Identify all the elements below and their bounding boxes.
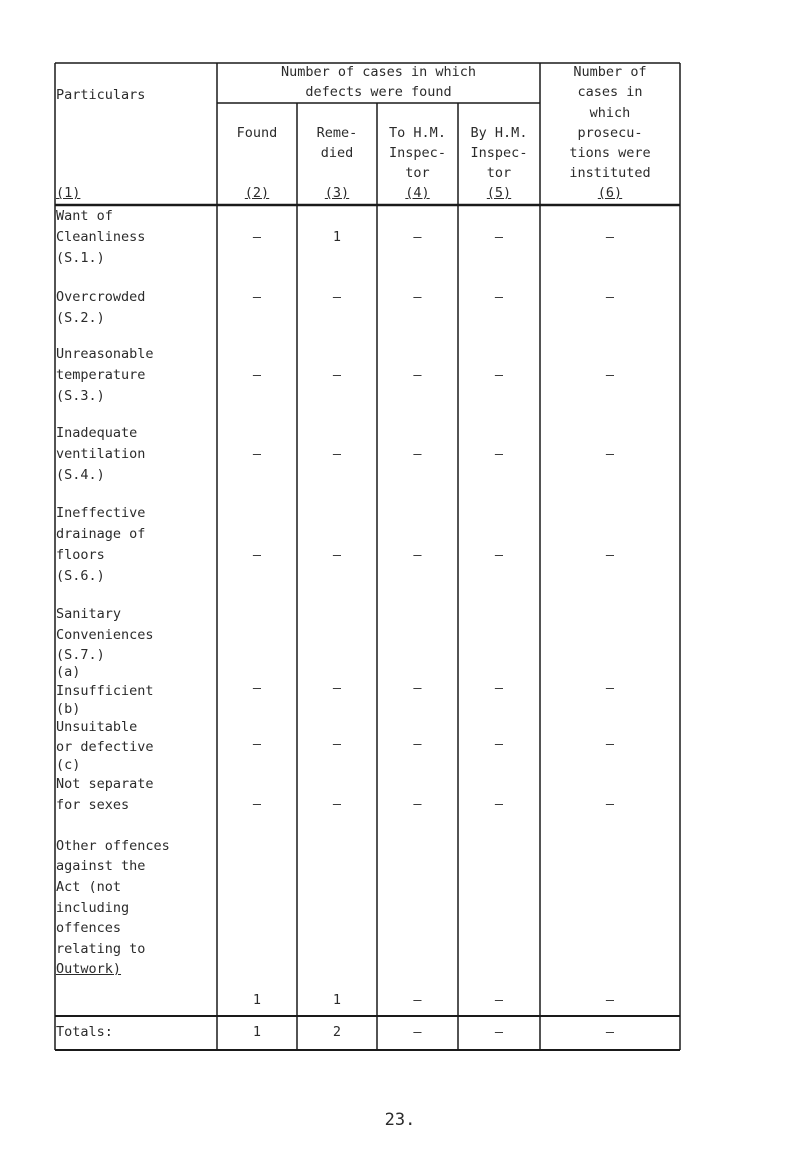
header-prosec-5: tions were: [569, 145, 651, 161]
header-to-hmi-2: Inspec-: [389, 145, 446, 161]
cell-to-hmi: –: [413, 992, 422, 1008]
page-number: 23.: [384, 1110, 416, 1130]
row-label-line: (b): [56, 701, 81, 717]
row-label-line: (S.4.): [56, 467, 105, 483]
header-prosec-2: cases in: [577, 84, 643, 100]
totals-to-hmi: –: [413, 1024, 422, 1040]
cell-prosec: –: [605, 796, 615, 812]
cell-remedied: –: [332, 289, 342, 305]
cell-prosec: –: [605, 367, 615, 383]
row-label-line: (S.1.): [56, 250, 105, 266]
cell-remedied: –: [332, 547, 342, 563]
header-remedied-1: Reme-: [316, 125, 358, 141]
row-label-line: Unsuitable: [56, 719, 138, 735]
cell-to-hmi: –: [413, 367, 422, 383]
row-label-line: (S.7.): [56, 647, 105, 663]
cell-prosec: –: [605, 547, 615, 563]
row-label-line: (S.2.): [56, 310, 105, 326]
cell-to-hmi: –: [413, 446, 422, 462]
cell-by-hmi: –: [494, 736, 504, 752]
cell-remedied: –: [332, 680, 342, 696]
cell-prosec: –: [605, 229, 615, 245]
cell-remedied: 1: [332, 229, 342, 245]
header-group-line2: defects were found: [305, 84, 452, 100]
header-prosec-4: prosecu-: [577, 125, 643, 141]
cell-found: –: [252, 367, 262, 383]
row-label-line: floors: [56, 547, 105, 563]
cell-prosec: –: [605, 446, 615, 462]
header-found: Found: [236, 125, 278, 141]
cell-found: –: [252, 680, 262, 696]
row-label-line: Cleanliness: [56, 229, 146, 245]
cell-found: –: [252, 796, 262, 812]
header-prosec-1: Number of: [573, 64, 647, 80]
header-remedied-num: (3): [324, 185, 350, 201]
row-label-line: temperature: [56, 367, 146, 383]
cell-to-hmi: –: [413, 547, 422, 563]
row-label-line: Want of: [56, 208, 113, 224]
row-label-line: Outwork): [56, 961, 122, 977]
row-label-line: Overcrowded: [56, 289, 146, 305]
cell-by-hmi: –: [494, 680, 504, 696]
cell-found: –: [252, 289, 262, 305]
cell-remedied: –: [332, 446, 342, 462]
row-label-line: drainage of: [56, 526, 146, 542]
cell-to-hmi: –: [413, 736, 422, 752]
header-prosec-6: instituted: [569, 165, 651, 181]
cell-remedied: –: [332, 736, 342, 752]
cell-by-hmi: –: [494, 796, 504, 812]
cell-by-hmi: –: [494, 229, 504, 245]
cell-by-hmi: –: [494, 992, 504, 1008]
header-prosec-3: which: [589, 105, 631, 121]
cell-remedied: 1: [332, 992, 342, 1008]
row-label-line: Sanitary: [56, 606, 122, 622]
row-label-line: including: [56, 900, 130, 916]
row-label-line: (c): [56, 757, 81, 773]
header-to-hmi-num: (4): [405, 185, 430, 201]
totals-by-hmi: –: [494, 1024, 504, 1040]
header-to-hmi-3: tor: [405, 165, 430, 181]
row-label-line: Act (not: [56, 879, 122, 895]
row-label-line: (a): [56, 664, 81, 680]
totals-remedied: 2: [332, 1024, 342, 1040]
header-by-hmi-1: By H.M.: [470, 125, 528, 141]
header-found-num: (2): [244, 185, 270, 201]
cell-found: –: [252, 229, 262, 245]
cell-to-hmi: –: [413, 680, 422, 696]
totals-prosec: –: [605, 1024, 615, 1040]
header-by-hmi-num: (5): [486, 185, 512, 201]
row-label-line: or defective: [56, 739, 154, 755]
cell-remedied: –: [332, 367, 342, 383]
cell-found: –: [252, 736, 262, 752]
row-label-line: against the: [56, 858, 146, 874]
row-label-line: Conveniences: [56, 627, 154, 643]
row-label-line: Insufficient: [56, 683, 154, 699]
cell-by-hmi: –: [494, 446, 504, 462]
cell-remedied: –: [332, 796, 342, 812]
header-remedied-2: died: [320, 145, 354, 161]
row-label-line: ventilation: [56, 446, 146, 462]
header-particulars: Particulars: [56, 87, 146, 103]
row-label-line: (S.6.): [56, 568, 105, 584]
cell-by-hmi: –: [494, 289, 504, 305]
header-particulars-num: (1): [56, 185, 81, 201]
totals-found: 1: [252, 1024, 262, 1040]
row-label-line: Not separate: [56, 776, 154, 792]
row-label-line: (S.3.): [56, 388, 105, 404]
cell-to-hmi: –: [413, 289, 422, 305]
header-prosec-num: (6): [597, 185, 623, 201]
cell-prosec: –: [605, 736, 615, 752]
row-label-line: relating to: [56, 941, 146, 957]
cell-found: –: [252, 446, 262, 462]
cell-to-hmi: –: [413, 229, 422, 245]
row-label-line: offences: [56, 920, 122, 936]
cell-found: 1: [252, 992, 262, 1008]
cell-prosec: –: [605, 289, 615, 305]
cell-by-hmi: –: [494, 367, 504, 383]
row-label-line: Other offences: [56, 838, 170, 854]
totals-label: Totals:: [56, 1024, 113, 1040]
row-label-line: Ineffective: [56, 505, 146, 521]
header-by-hmi-3: tor: [486, 165, 512, 181]
header-by-hmi-2: Inspec-: [470, 145, 528, 161]
cell-to-hmi: –: [413, 796, 422, 812]
cell-prosec: –: [605, 680, 615, 696]
header-to-hmi-1: To H.M.: [389, 125, 446, 141]
cell-prosec: –: [605, 992, 615, 1008]
cell-by-hmi: –: [494, 547, 504, 563]
cell-found: –: [252, 547, 262, 563]
row-label-line: Inadequate: [56, 425, 138, 441]
row-label-line: Unreasonable: [56, 346, 154, 362]
row-label-line: for sexes: [56, 797, 130, 813]
header-group-line1: Number of cases in which: [280, 64, 477, 80]
